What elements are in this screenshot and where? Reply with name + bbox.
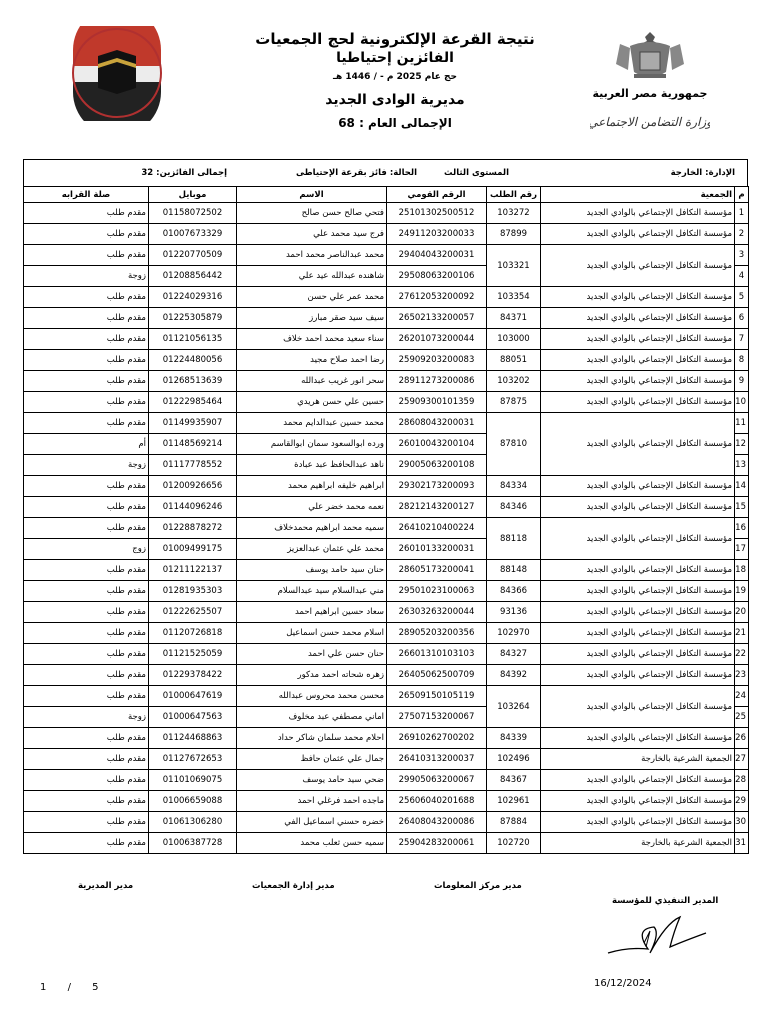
table-row (24, 245, 749, 266)
row-relation: مقدم طلب (24, 497, 149, 518)
row-name: شاهنده عبدالله عيد علي (237, 266, 387, 287)
row-mobile: 01000647619 (149, 686, 237, 707)
row-name: اماني مصطفي عبد مخلوف (237, 707, 387, 728)
row-national-id: 24911203200033 (387, 224, 487, 245)
row-index: 2 (735, 224, 749, 245)
row-request-number: 103354 (487, 287, 541, 308)
row-relation: مقدم طلب (24, 623, 149, 644)
row-national-id: 25606040201688 (387, 791, 487, 812)
row-national-id: 29005063200108 (387, 455, 487, 476)
row-request-number: 103272 (487, 203, 541, 224)
row-name: حنان حسن علي احمد (237, 644, 387, 665)
row-relation: مقدم طلب (24, 371, 149, 392)
row-national-id: 28905203200356 (387, 623, 487, 644)
row-index: 10 (735, 392, 749, 413)
row-relation: مقدم طلب (24, 287, 149, 308)
signature-mark (600, 905, 710, 965)
row-national-id: 26010043200104 (387, 434, 487, 455)
row-request-number: 102496 (487, 749, 541, 770)
row-index: 11 (735, 413, 749, 434)
row-association: مؤسسة التكافل الإجتماعي بالوادي الجديد (541, 602, 735, 623)
row-name: محمد عبدالناصر محمد احمد (237, 245, 387, 266)
associations-manager: مدير إدارة الجمعيات (252, 881, 335, 891)
row-relation: زوجة (24, 266, 149, 287)
row-national-id: 26408043200086 (387, 812, 487, 833)
row-index: 8 (735, 350, 749, 371)
row-relation: مقدم طلب (24, 581, 149, 602)
table-row (24, 791, 749, 812)
row-mobile: 01121525059 (149, 644, 237, 665)
kaaba-icon (72, 26, 162, 121)
row-request-number: 87899 (487, 224, 541, 245)
row-national-id: 25904283200061 (387, 833, 487, 854)
row-mobile: 01006659088 (149, 791, 237, 812)
row-request-number: 103000 (487, 329, 541, 350)
row-association: مؤسسة التكافل الإجتماعي بالوادي الجديد (541, 812, 735, 833)
row-name: محمد حسين عبدالدايم محمد (237, 413, 387, 434)
row-relation: مقدم طلب (24, 770, 149, 791)
row-index: 7 (735, 329, 749, 350)
row-association: مؤسسة التكافل الإجتماعي بالوادي الجديد (541, 245, 735, 287)
row-name: ماجده احمد فرغلي احمد (237, 791, 387, 812)
row-request-number: 84392 (487, 665, 541, 686)
row-relation: مقدم طلب (24, 560, 149, 581)
row-name: خضره حسني اسماعيل الفي (237, 812, 387, 833)
row-index: 27 (735, 749, 749, 770)
row-association: مؤسسة التكافل الإجتماعي بالوادي الجديد (541, 203, 735, 224)
row-national-id: 26502133200057 (387, 308, 487, 329)
row-association: مؤسسة التكافل الإجتماعي بالوادي الجديد (541, 518, 735, 560)
col-header-index: م (735, 187, 749, 203)
directorate-title: مديرية الوادى الجديد (325, 92, 465, 108)
row-mobile: 01061306280 (149, 812, 237, 833)
print-date: 16/12/2024 (594, 978, 652, 989)
row-request-number: 84371 (487, 308, 541, 329)
row-index: 22 (735, 644, 749, 665)
row-association: مؤسسة التكافل الإجتماعي بالوادي الجديد (541, 287, 735, 308)
row-index: 30 (735, 812, 749, 833)
row-name: رضا احمد صلاح مجيد (237, 350, 387, 371)
row-mobile: 01158072502 (149, 203, 237, 224)
row-request-number: 102961 (487, 791, 541, 812)
row-association: مؤسسة التكافل الإجتماعي بالوادي الجديد (541, 665, 735, 686)
row-name: حنان سيد حامد يوسف (237, 560, 387, 581)
row-national-id: 25909300101359 (387, 392, 487, 413)
row-name: محمد عمر علي حسن (237, 287, 387, 308)
row-mobile: 01127672653 (149, 749, 237, 770)
row-association: مؤسسة التكافل الإجتماعي بالوادي الجديد (541, 413, 735, 476)
row-relation: مقدم طلب (24, 518, 149, 539)
table-row (24, 371, 749, 392)
admin-label: الإدارة: الخارجة (670, 168, 735, 178)
row-association: مؤسسة التكافل الإجتماعي بالوادي الجديد (541, 308, 735, 329)
status-label: الحالة: فائز بقرعة الإحتياطى (296, 168, 417, 178)
signature (600, 905, 710, 965)
row-name: حسين علي حسن هريدي (237, 392, 387, 413)
table-row (24, 644, 749, 665)
row-relation: مقدم طلب (24, 203, 149, 224)
table-header-row (24, 187, 749, 203)
row-index: 6 (735, 308, 749, 329)
row-name: سميه محمد ابراهيم محمدخلاف (237, 518, 387, 539)
row-mobile: 01124468863 (149, 728, 237, 749)
table-row (24, 350, 749, 371)
egypt-emblem (590, 26, 710, 136)
col-header-national-id: الرقم القومي (387, 187, 487, 203)
row-national-id: 26601310103103 (387, 644, 487, 665)
row-request-number: 84327 (487, 644, 541, 665)
row-mobile: 01200926656 (149, 476, 237, 497)
row-index: 23 (735, 665, 749, 686)
table-row (24, 329, 749, 350)
table-row (24, 413, 749, 434)
info-center-manager: مدير مركز المعلومات (434, 881, 522, 891)
row-name: سحر انور غريب عبدالله (237, 371, 387, 392)
row-index: 14 (735, 476, 749, 497)
row-relation: مقدم طلب (24, 329, 149, 350)
row-request-number: 87875 (487, 392, 541, 413)
row-request-number: 88118 (487, 518, 541, 560)
table-row (24, 770, 749, 791)
row-name: احلام محمد سلمان شاكر حداد (237, 728, 387, 749)
row-request-number: 93136 (487, 602, 541, 623)
row-national-id: 26410313200037 (387, 749, 487, 770)
row-relation: مقدم طلب (24, 833, 149, 854)
row-mobile: 01117778552 (149, 455, 237, 476)
winners-count: إجمالى الفائزين: 32 (141, 168, 227, 178)
row-national-id: 27507153200067 (387, 707, 487, 728)
row-index: 20 (735, 602, 749, 623)
row-national-id: 29905063200067 (387, 770, 487, 791)
eagle-icon (590, 26, 710, 136)
winners-table (23, 186, 749, 854)
table-row (24, 665, 749, 686)
page-current: 1 (40, 982, 47, 993)
row-national-id: 25909203200083 (387, 350, 487, 371)
table-row (24, 686, 749, 707)
row-association: مؤسسة التكافل الإجتماعي بالوادي الجديد (541, 728, 735, 749)
row-mobile: 01228878272 (149, 518, 237, 539)
row-relation: مقدم طلب (24, 602, 149, 623)
row-name: سعاد حسين ابراهيم احمد (237, 602, 387, 623)
col-header-relation: صلة القرابه (24, 187, 149, 203)
row-index: 13 (735, 455, 749, 476)
row-name: سناء سعيد محمد احمد خلاف (237, 329, 387, 350)
table-row (24, 812, 749, 833)
row-index: 31 (735, 833, 749, 854)
row-relation: مقدم طلب (24, 224, 149, 245)
row-request-number: 87884 (487, 812, 541, 833)
row-relation: مقدم طلب (24, 476, 149, 497)
row-index: 4 (735, 266, 749, 287)
table-row (24, 749, 749, 770)
row-index: 15 (735, 497, 749, 518)
row-request-number: 84339 (487, 728, 541, 749)
row-association: مؤسسة التكافل الإجتماعي بالوادي الجديد (541, 791, 735, 812)
page-total: 5 (92, 982, 99, 993)
info-bar (23, 159, 748, 187)
row-mobile: 01148569214 (149, 434, 237, 455)
row-relation: مقدم طلب (24, 350, 149, 371)
row-association: مؤسسة التكافل الإجتماعي بالوادي الجديد (541, 497, 735, 518)
row-index: 17 (735, 539, 749, 560)
row-association: مؤسسة التكافل الإجتماعي بالوادي الجديد (541, 770, 735, 791)
row-relation: مقدم طلب (24, 413, 149, 434)
row-national-id: 26509150105119 (387, 686, 487, 707)
row-relation: مقدم طلب (24, 245, 149, 266)
row-name: فتحي صالح حسن صالح (237, 203, 387, 224)
row-relation: مقدم طلب (24, 665, 149, 686)
table-row (24, 728, 749, 749)
row-national-id: 26303263200044 (387, 602, 487, 623)
hajj-logo (72, 26, 162, 121)
row-mobile: 01120726818 (149, 623, 237, 644)
table-row (24, 308, 749, 329)
row-mobile: 01101069075 (149, 770, 237, 791)
row-mobile: 01225305879 (149, 308, 237, 329)
row-national-id: 29404043200031 (387, 245, 487, 266)
row-national-id: 28605173200041 (387, 560, 487, 581)
table-row (24, 497, 749, 518)
directorate-manager: مدير المديرية (78, 881, 134, 891)
row-relation: زوج (24, 539, 149, 560)
col-header-association: الجمعية (541, 187, 735, 203)
row-mobile: 01281935303 (149, 581, 237, 602)
row-relation: زوجة (24, 455, 149, 476)
row-mobile: 01121056135 (149, 329, 237, 350)
row-association: الجمعية الشرعية بالخارجة (541, 833, 735, 854)
row-relation: مقدم طلب (24, 749, 149, 770)
row-name: فرج سيد محمد علي (237, 224, 387, 245)
row-mobile: 01229378422 (149, 665, 237, 686)
row-relation: مقدم طلب (24, 812, 149, 833)
row-request-number: 103264 (487, 686, 541, 728)
row-index: 25 (735, 707, 749, 728)
row-association: مؤسسة التكافل الإجتماعي بالوادي الجديد (541, 371, 735, 392)
table-row (24, 581, 749, 602)
row-association: مؤسسة التكافل الإجتماعي بالوادي الجديد (541, 623, 735, 644)
row-relation: مقدم طلب (24, 308, 149, 329)
row-request-number: 88148 (487, 560, 541, 581)
row-national-id: 29302173200093 (387, 476, 487, 497)
row-name: جمال علي عثمان حافظ (237, 749, 387, 770)
col-header-name: الاسم (237, 187, 387, 203)
row-index: 3 (735, 245, 749, 266)
row-name: سيف سيد صقر مبارز (237, 308, 387, 329)
row-request-number: 87810 (487, 413, 541, 476)
row-national-id: 28608043200031 (387, 413, 487, 434)
row-national-id: 26405062500709 (387, 665, 487, 686)
emblem-line2: وزارة التضامن الاجتماعي (590, 115, 710, 129)
grand-total: الإجمالى العام : 68 (338, 116, 452, 130)
row-mobile: 01268513639 (149, 371, 237, 392)
level-label: المستوى الثالث (444, 168, 509, 178)
row-mobile: 01222625507 (149, 602, 237, 623)
row-name: محسن محمد محروس عبدالله (237, 686, 387, 707)
row-relation: أم (24, 434, 149, 455)
row-association: مؤسسة التكافل الإجتماعي بالوادي الجديد (541, 224, 735, 245)
row-name: اسلام محمد حسن اسماعيل (237, 623, 387, 644)
row-relation: مقدم طلب (24, 644, 149, 665)
row-mobile: 01208856442 (149, 266, 237, 287)
row-national-id: 25101302500512 (387, 203, 487, 224)
row-relation: مقدم طلب (24, 392, 149, 413)
table-row (24, 476, 749, 497)
row-index: 29 (735, 791, 749, 812)
table-row (24, 623, 749, 644)
row-national-id: 29508063200106 (387, 266, 487, 287)
table-row (24, 203, 749, 224)
row-national-id: 26410210400224 (387, 518, 487, 539)
table-row (24, 224, 749, 245)
row-relation: زوجة (24, 707, 149, 728)
row-mobile: 01224480056 (149, 350, 237, 371)
row-association: مؤسسة التكافل الإجتماعي بالوادي الجديد (541, 644, 735, 665)
row-national-id: 26010133200031 (387, 539, 487, 560)
row-request-number: 88051 (487, 350, 541, 371)
table-row (24, 602, 749, 623)
row-relation: مقدم طلب (24, 686, 149, 707)
row-request-number: 84334 (487, 476, 541, 497)
row-index: 16 (735, 518, 749, 539)
row-mobile: 01149935907 (149, 413, 237, 434)
row-index: 24 (735, 686, 749, 707)
row-name: ناهد عبدالحافظ عبد عبادة (237, 455, 387, 476)
executive-director: المدير التنفيذي للمؤسسة (612, 896, 719, 906)
row-index: 26 (735, 728, 749, 749)
row-index: 12 (735, 434, 749, 455)
row-request-number: 84367 (487, 770, 541, 791)
page-subtitle: الفائزين إحتياطيا (336, 50, 454, 66)
row-index: 18 (735, 560, 749, 581)
page-number (40, 982, 99, 993)
row-association: مؤسسة التكافل الإجتماعي بالوادي الجديد (541, 329, 735, 350)
page-title: نتيجة القرعة الإلكترونية لحج الجمعيات (255, 30, 535, 48)
row-name: محمد علي عثمان عبدالعزيز (237, 539, 387, 560)
row-index: 1 (735, 203, 749, 224)
row-name: زهره شحاته احمد مدكور (237, 665, 387, 686)
row-mobile: 01224029316 (149, 287, 237, 308)
row-index: 5 (735, 287, 749, 308)
row-name: ضحي سيد حامد يوسف (237, 770, 387, 791)
row-request-number: 103202 (487, 371, 541, 392)
row-association: الجمعية الشرعية بالخارجة (541, 749, 735, 770)
table-row (24, 833, 749, 854)
row-relation: مقدم طلب (24, 791, 149, 812)
row-association: مؤسسة التكافل الإجتماعي بالوادي الجديد (541, 560, 735, 581)
row-association: مؤسسة التكافل الإجتماعي بالوادي الجديد (541, 581, 735, 602)
row-mobile: 01009499175 (149, 539, 237, 560)
emblem-line1: جمهورية مصر العربية (592, 87, 708, 100)
row-association: مؤسسة التكافل الإجتماعي بالوادي الجديد (541, 476, 735, 497)
row-request-number: 84366 (487, 581, 541, 602)
row-request-number: 102720 (487, 833, 541, 854)
table-row (24, 287, 749, 308)
row-association: مؤسسة التكافل الإجتماعي بالوادي الجديد (541, 350, 735, 371)
row-national-id: 26910262700202 (387, 728, 487, 749)
table-row (24, 392, 749, 413)
col-header-mobile: موبايل (149, 187, 237, 203)
row-request-number: 84346 (487, 497, 541, 518)
row-mobile: 01222985464 (149, 392, 237, 413)
row-request-number: 103321 (487, 245, 541, 287)
row-mobile: 01211122137 (149, 560, 237, 581)
row-national-id: 29501023100063 (387, 581, 487, 602)
row-name: ابراهيم خليفه ابراهيم محمد (237, 476, 387, 497)
row-index: 19 (735, 581, 749, 602)
row-mobile: 01220770509 (149, 245, 237, 266)
table-row (24, 560, 749, 581)
row-national-id: 28911273200086 (387, 371, 487, 392)
row-name: ورده ابوالسعود سمان ابوالقاسم (237, 434, 387, 455)
row-national-id: 28212143200127 (387, 497, 487, 518)
row-index: 28 (735, 770, 749, 791)
year-line: حج عام 2025 م - / 1446 هـ (332, 72, 458, 82)
row-name: مني عبدالسلام سيد عبدالسلام (237, 581, 387, 602)
row-relation: مقدم طلب (24, 728, 149, 749)
row-name: سميه حسن ثعلب محمد (237, 833, 387, 854)
col-header-request: رقم الطلب (487, 187, 541, 203)
row-index: 9 (735, 371, 749, 392)
row-association: مؤسسة التكافل الإجتماعي بالوادي الجديد (541, 392, 735, 413)
row-index: 21 (735, 623, 749, 644)
page-separator: / (67, 982, 71, 993)
row-name: نعمه محمد خضر علي (237, 497, 387, 518)
row-request-number: 102970 (487, 623, 541, 644)
row-mobile: 01000647563 (149, 707, 237, 728)
row-national-id: 27612053200092 (387, 287, 487, 308)
row-mobile: 01007673329 (149, 224, 237, 245)
row-mobile: 01144096246 (149, 497, 237, 518)
table-row (24, 518, 749, 539)
row-national-id: 26201073200044 (387, 329, 487, 350)
row-association: مؤسسة التكافل الإجتماعي بالوادي الجديد (541, 686, 735, 728)
row-mobile: 01006387728 (149, 833, 237, 854)
